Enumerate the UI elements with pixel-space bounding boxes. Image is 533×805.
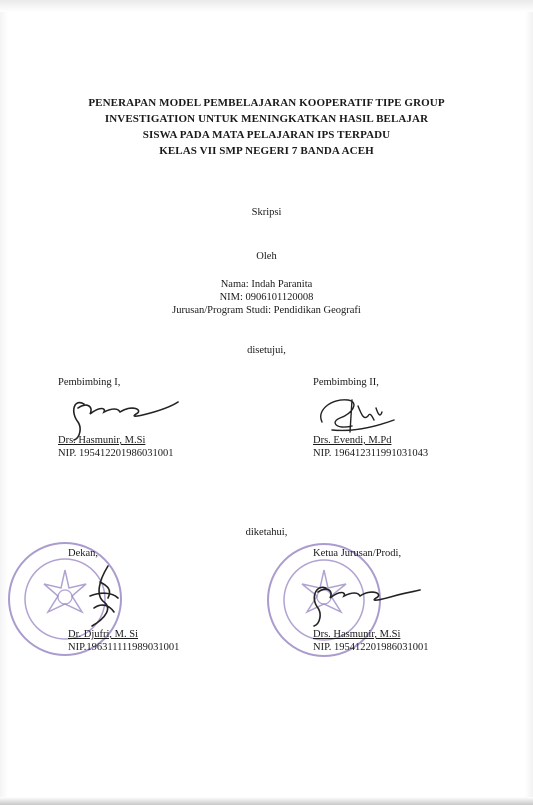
dean-nip: NIP.196311111989031001 <box>68 642 180 653</box>
page-top-shadow <box>0 0 533 12</box>
advisor1-nip: NIP. 195412201986031001 <box>58 448 174 459</box>
title-line-2: INVESTIGATION UNTUK MENINGKATKAN HASIL BELAJAR <box>104 113 429 125</box>
head-signature <box>300 580 430 630</box>
advisor2-signature <box>312 386 402 441</box>
advisor2-role: Pembimbing II, <box>313 377 379 388</box>
known-label: diketahui, <box>245 527 288 538</box>
head-nip: NIP. 195412201986031001 <box>313 642 429 653</box>
head-name: Drs. Hasmunir, M.Si <box>313 629 401 640</box>
by-label: Oleh <box>256 251 277 262</box>
author-name: Nama: Indah Paranita <box>220 279 313 290</box>
thesis-title <box>0 95 533 159</box>
advisor1-role: Pembimbing I, <box>58 377 121 388</box>
advisor1-name: Drs. Hasmunir, M.Si <box>58 435 146 446</box>
title-line-3: SISWA PADA MATA PELAJARAN IPS TERPADU <box>142 129 391 141</box>
advisor2-name: Drs. Evendi, M.Pd <box>313 435 392 446</box>
page-bottom-shadow <box>0 797 533 805</box>
title-line-1: PENERAPAN MODEL PEMBELAJARAN KOOPERATIF TIPE GROUP <box>88 97 445 109</box>
advisor1-signature <box>60 382 190 442</box>
head-role: Ketua Jurusan/Prodi, <box>313 548 402 559</box>
title-line-4: KELAS VII SMP NEGERI 7 BANDA ACEH <box>159 145 374 157</box>
dean-role: Dekan, <box>68 548 99 559</box>
author-nim: NIM: 0906101120008 <box>219 292 314 303</box>
approved-label: disetujui, <box>247 345 286 356</box>
dean-name: Dr. Djufri, M. Si <box>68 629 139 640</box>
advisor2-nip: NIP. 196412311991031043 <box>313 448 429 459</box>
document-type: Skripsi <box>251 207 282 218</box>
author-program: Jurusan/Program Studi: Pendidikan Geografi <box>172 305 361 316</box>
dean-signature <box>78 562 128 632</box>
